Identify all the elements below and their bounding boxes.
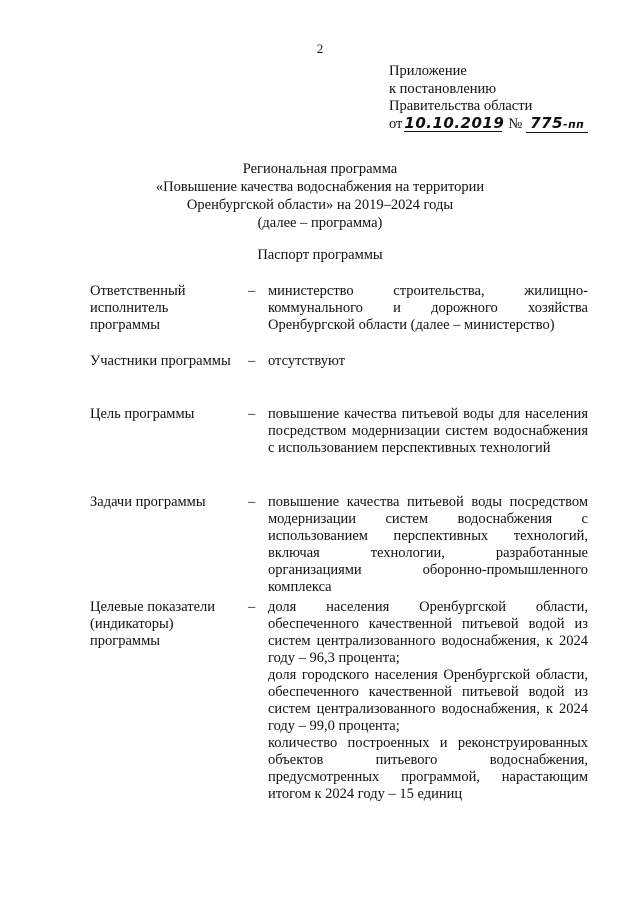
title-line-1: Региональная программа [242,161,398,177]
program-title [0,160,640,232]
row-value: повышение качества питьевой воды для населения посредством модернизации систем водоснабжения с использованием перспективных технологий [268,406,588,456]
row-value: отсутствуют [268,353,345,369]
row-value [268,599,588,803]
row-dash: – [248,599,256,615]
row-label: Целевые показатели (индикаторы) программы [90,599,216,649]
title-line-2: «Повышение качества водоснабжения на территории [155,179,485,195]
row-dash: – [248,406,256,422]
number-value: 775 [530,113,564,132]
appendix-line-2: к постановлению [389,80,497,97]
date-prefix: от [389,115,403,132]
row-dash: – [248,494,256,510]
indicator-1: доля населения Оренбургской области, обеспеченного качественной питьевой водой из систем централизованного водоснабжения, к 2024 году – 96,3 процента; [268,599,588,666]
passport-heading: Паспорт программы [257,247,383,263]
appendix-line-1: Приложение [389,63,467,79]
page-number: 2 [316,41,324,56]
appendix-block [389,63,619,133]
title-line-3: Оренбургской области» на 2019–2024 годы [186,197,454,213]
appendix-line-3: Правительства области [389,98,533,114]
row-label: Задачи программы [90,494,206,510]
row-label: Участники программы [90,353,231,369]
title-line-4: (далее – программа) [257,215,383,231]
number-suffix: -пп [563,117,585,131]
row-value: министерство строительства, жилищно-коммунального и дорожного хозяйства Оренбургской области (далее – министерство) [268,283,588,333]
handwritten-number [526,113,588,133]
row-dash: – [248,353,256,369]
indicator-2: доля городского населения Оренбургской области, обеспеченного качественной питьевой водой из систем централизованного водоснабжения, к 2024 году – 99,0 процента; [268,667,588,734]
row-label: Цель программы [90,406,195,422]
handwritten-date: 10.10.2019 [404,113,505,132]
row-label: Ответственный исполнитель программы [90,283,186,333]
indicator-3: количество построенных и реконструированных объектов питьевого водоснабжения, предусмотренных программой, нарастающим итогом к 2024 году – 15 единиц [268,735,588,802]
number-prefix: № [508,115,523,132]
appendix-date-line [389,113,619,134]
row-value: повышение качества питьевой воды посредством модернизации систем водоснабжения с использованием перспективных технологий, включая технологии, разработанные организациями оборонно-промышленного комплекса [268,494,588,595]
row-dash: – [248,283,256,299]
